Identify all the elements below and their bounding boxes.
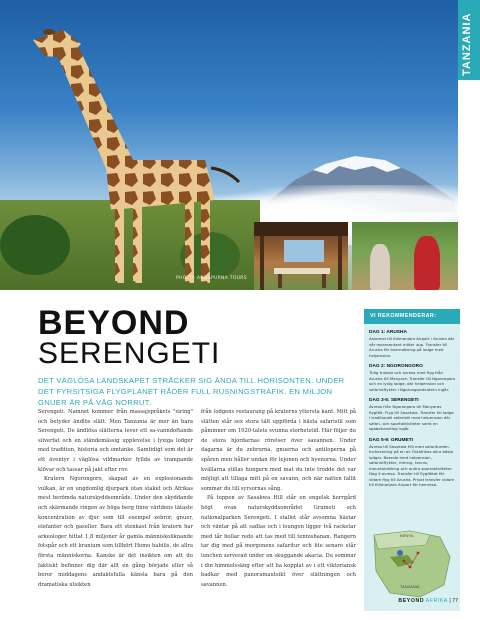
itinerary-day-text: Avresa från Ngorongoro till Manyaras flygfält. Flyg till Sasakwa. Transfer till lodge i traditionell safaristil med helpension där safari- och sportaktiviteter samt en spabehandling ingår.	[369, 404, 454, 431]
body-column-1	[38, 408, 193, 590]
footer-section: AFRIKA	[425, 598, 448, 604]
tanzania-map	[370, 527, 454, 601]
maasai-person	[414, 236, 440, 290]
sidebar-heading: VI REKOMMENDERAR:	[364, 309, 460, 324]
section-tab-label: TANZANIA	[461, 12, 473, 76]
recommendation-sidebar	[364, 309, 460, 611]
itinerary-day-title: DAG 5-9: GRUMETI	[369, 437, 413, 443]
itinerary-day	[364, 364, 460, 392]
footer-brand: BEYOND	[398, 598, 425, 604]
lodge-restaurant-photo	[254, 222, 348, 290]
giraffe-image	[15, 10, 245, 285]
lodge-terrace	[254, 222, 348, 290]
article-lede: DET VÄGLÖSA LANDSKAPET STRÄCKER SIG ÄNDA TILL HORISONTEN. UNDER DET FYRSITSIGA FLYGPLANET RÅDER FULL RUSNINGSTRAFIK. EN MILJON GNUER ÄR PÅ VÄG NORRUT.	[38, 376, 345, 407]
map-label-tanzania: TANZANIA	[400, 584, 420, 589]
itinerary-day-text: Ankomst till Kilimanjaro Airport i Arusha där vår representant möter upp. Transfer till Arusha för övernattning på lodge med helpension.	[369, 336, 455, 358]
paragraph: från lodgens restaurang på kraterns yttersta kant. Mitt på slätten står sex stora tält uppförda i bästa safaristil som påminner om 1920-talets svunna storhetstid. Här följer du de stora hjordarnas rörelser över savannen. Under dagarna är du zebrorna, gnuerna och antiloperna på spåren men håller undan för lejonen och hyenorna. Under kvällarna stillas hungern med mat du inte trodde det var möjligt att tillaga mitt på en savann, och när natten fallit sommar du till syrsornas sång.	[201, 409, 356, 492]
itinerary-day	[364, 398, 460, 432]
maasai-people-photo	[352, 222, 458, 290]
itinerary-day	[364, 438, 460, 488]
itinerary-day-text: Avresa till Sasakwa Hill med safariturden. Incheckning på en av Östafrikas allra bästa lodger. Boende med helpension, safariutflykter, ridning, tennis, mountainbiking och andra sportaktiviteter. Dag 9 avresa. Transfer till flygfältet för vidare flyg till Arusha. Privat transfer vidare till Kilimanjaro Airport för hemresa.	[369, 443, 455, 487]
paragraph: På toppen av Sasakwa Hill står en engelsk herrgård högt ovan naturskyddsområdet Grumeti och nationalparken Serengeti. I stallet står avsomna hästar och väntar på att sadlas och i loungen ligger två racketar med tår bollar redo att tas med till tennisbanan. Rangern tar dig med på morgonens safaritur och lite senare står lunchen serverad under en skuggande akacia. Du sommar i din himmelssäng efter att ha kopplat av i ett viktoriansk badkar med panoramautsikt över slättningen och savannen.	[201, 495, 356, 588]
page-number: 77	[452, 598, 458, 604]
body-column-2	[201, 408, 356, 590]
article-title-line1: BEYOND	[38, 304, 190, 342]
paragraph: Kratern Ngorongoro, skapad av en explosionande vulkan, är en ungdomlig djurpark utan staket och Afrikas mest berömda naturskyddsområde. Under den skyddande och skärmande ringen av höga berg finns världens tätaste koncentration av djur som till exempel zebror, gnuer, elefanter och gaseller. Bara ett stenkast från kratern har arkeologer hittat 1,8 miljoner år gamla människoliknande fotspår och ett kranium som tillhört Homo habilis, de allra första människorna. Kanske är det insikten om att du faktiskt befinner dig där allt en gång började eller så beror middagens andaktsfulla känsla bara på den dramatiska utsikten	[38, 476, 193, 588]
photo-credit: PHOTO: ANNAPURNA TOURS	[176, 276, 247, 281]
itinerary-day-title: DAG 1: ARUSHA	[369, 330, 407, 335]
page-footer: BEYOND AFRIKA | 77	[398, 598, 458, 604]
itinerary-day-text: Tidig frukost och avresa med flyg från Arusha till Manyara. Transfer till Ngorongoro och en lyxig lodge, där helpension och safariutflykter i Ngorongorokratern ingår.	[369, 370, 455, 392]
person	[370, 244, 390, 290]
itinerary-day	[364, 330, 460, 358]
itinerary-day-title: DAG 2: NGORONGORO	[369, 364, 423, 369]
section-tab	[458, 0, 480, 80]
article-title-line2: SERENGETI	[38, 337, 221, 370]
itinerary-day-title: DAG 3-5: SERENGETI	[369, 398, 419, 403]
map-label-kenya: KENYA	[400, 533, 414, 538]
paragraph: Serengeti. Namnet kommer från massajspråkets "siring" och betyder ändlös slätt. Men Tanzania är mer än bara Serengeti. De ändlösa slätterna lever ett sa-vanndoftande silverfat och en ständemässig upplevelse i lyxiga lodger med tradition, historia och omtanke. Samtidigt som det är ett äventyr i väglösa vildmarker fyllda av trampande klövar och tassar på jakt efter rov.	[38, 409, 193, 473]
